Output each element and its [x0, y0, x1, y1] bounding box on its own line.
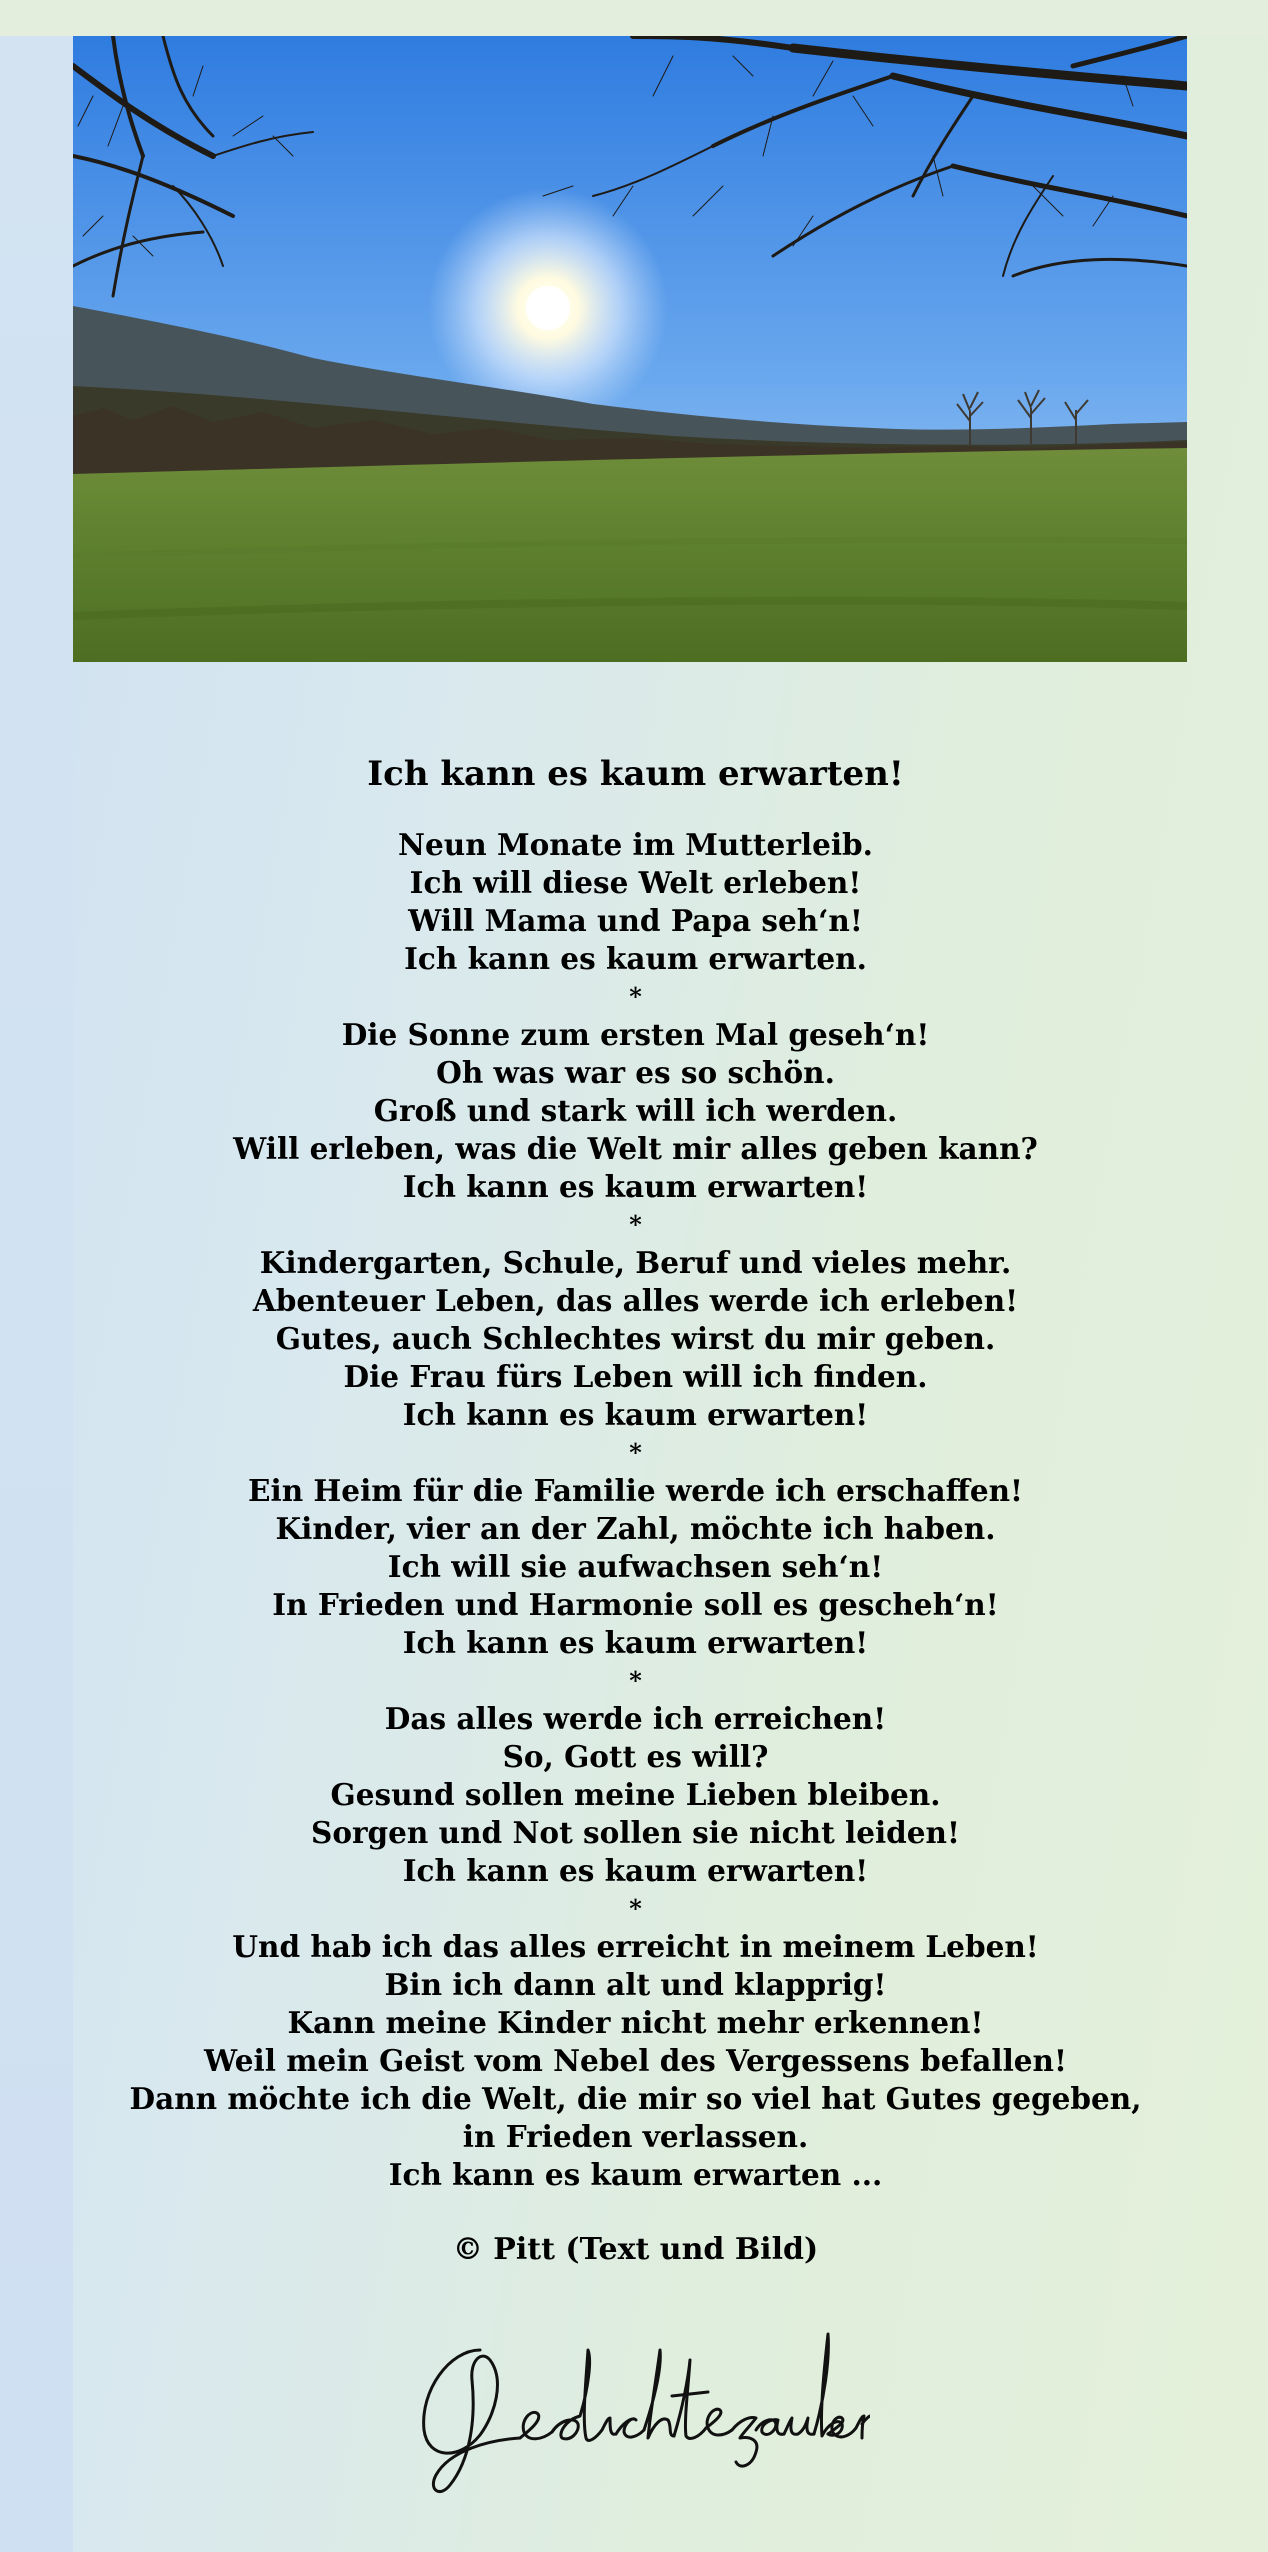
- poem-line: Die Sonne zum ersten Mal geseh‘n!: [341, 1017, 930, 1052]
- poem-line: in Frieden verlassen.: [462, 2119, 809, 2154]
- poem-line: Ich kann es kaum erwarten!: [402, 1853, 869, 1888]
- stanza: [73, 1472, 1198, 1662]
- stanza: [73, 1928, 1198, 2194]
- stanza: [73, 1016, 1198, 1206]
- poem-line: Will erleben, was die Welt mir alles geben kann?: [233, 1131, 1038, 1166]
- poem: [73, 752, 1198, 2270]
- poem-line: Ich kann es kaum erwarten!: [402, 1625, 869, 1660]
- stanza: [73, 1244, 1198, 1434]
- poem-line: Und hab ich das alles erreicht in meinem Leben!: [232, 1929, 1039, 1964]
- poem-line: Kann meine Kinder nicht mehr erkennen!: [287, 2005, 984, 2040]
- poem-line: Gesund sollen meine Lieben bleiben.: [330, 1777, 941, 1812]
- stanza: [73, 826, 1198, 978]
- poem-line: Ich kann es kaum erwarten!: [402, 1397, 869, 1432]
- stanza-separator: *: [629, 1438, 642, 1467]
- poem-line: In Frieden und Harmonie soll es gescheh‘n!: [272, 1587, 999, 1622]
- poem-line: Ich kann es kaum erwarten ...: [388, 2157, 883, 2192]
- poem-line: Ich kann es kaum erwarten.: [404, 941, 867, 976]
- poem-line: So, Gott es will?: [502, 1739, 769, 1774]
- stanza-separator: *: [629, 982, 642, 1011]
- poem-line: Oh was war es so schön.: [436, 1055, 835, 1090]
- poem-line: Dann möchte ich die Welt, die mir so viel hat Gutes gegeben,: [129, 2081, 1142, 2116]
- poem-line: Kindergarten, Schule, Beruf und vieles mehr.: [259, 1245, 1012, 1280]
- stanza: [73, 1700, 1198, 1890]
- poem-line: Neun Monate im Mutterleib.: [398, 827, 873, 862]
- stanza-separator: *: [629, 1666, 642, 1695]
- poem-line: Kinder, vier an der Zahl, möchte ich haben.: [275, 1511, 996, 1546]
- stanza-separator: *: [629, 1210, 642, 1239]
- top-band: [0, 0, 1268, 36]
- poem-line: Bin ich dann alt und klapprig!: [384, 1967, 887, 2002]
- poem-title: Ich kann es kaum erwarten!: [367, 754, 904, 794]
- poem-line: Die Frau fürs Leben will ich finden.: [343, 1359, 928, 1394]
- copyright-notice: © Pitt (Text und Bild): [452, 2232, 819, 2267]
- poem-line: Abenteuer Leben, das alles werde ich erleben!: [252, 1283, 1019, 1318]
- poem-line: Das alles werde ich erreichen!: [384, 1701, 887, 1736]
- poem-line: Ein Heim für die Familie werde ich erschaffen!: [248, 1473, 1023, 1508]
- poem-line: Ich kann es kaum erwarten!: [402, 1169, 869, 1204]
- poem-line: Ich will sie aufwachsen seh‘n!: [387, 1549, 884, 1584]
- signature-logo: [410, 2320, 870, 2500]
- poem-line: Weil mein Geist vom Nebel des Vergessens befallen!: [204, 2043, 1067, 2078]
- landscape-photo: [73, 36, 1187, 662]
- poem-line: Gutes, auch Schlechtes wirst du mir geben.: [275, 1321, 996, 1356]
- left-band: [0, 36, 73, 2552]
- poem-line: Groß und stark will ich werden.: [373, 1093, 898, 1128]
- poem-line: Will Mama und Papa seh‘n!: [408, 903, 863, 938]
- poem-line: Ich will diese Welt erleben!: [409, 865, 862, 900]
- stanza-separator: *: [629, 1894, 642, 1923]
- poem-line: Sorgen und Not sollen sie nicht leiden!: [311, 1815, 960, 1850]
